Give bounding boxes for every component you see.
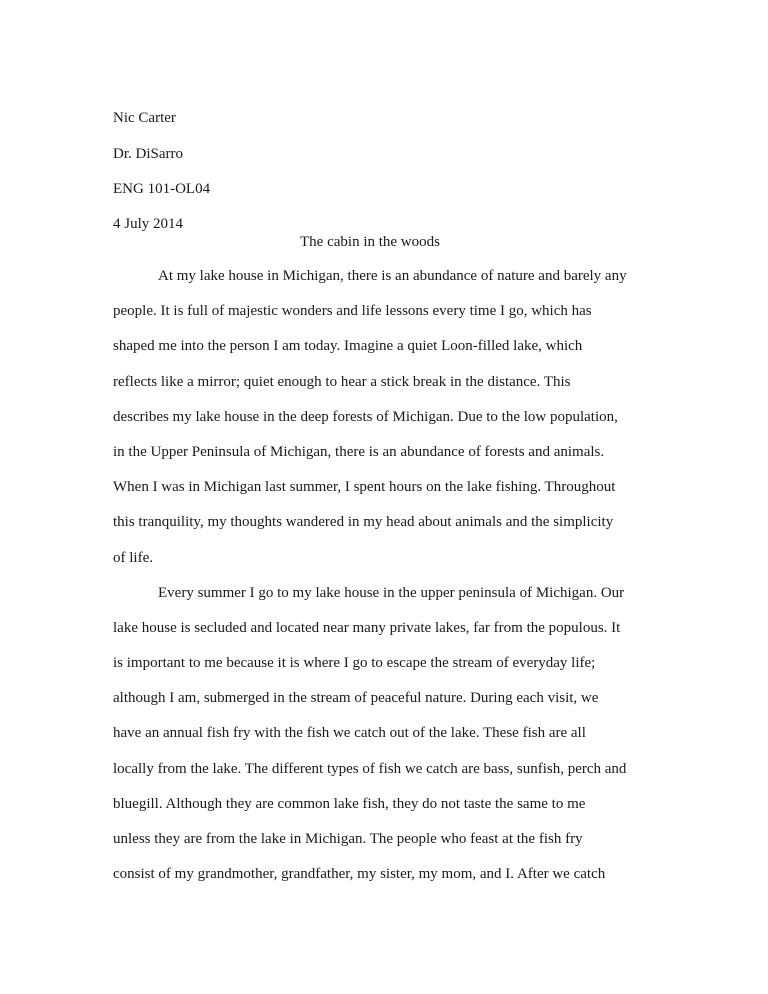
paragraph-line: have an annual fish fry with the fish we catch out of the lake. These fish are all xyxy=(113,725,586,742)
paragraph-1 xyxy=(113,266,658,583)
paragraph-line: unless they are from the lake in Michigan. The people who feast at the fish fry xyxy=(113,831,583,847)
paragraph-line: At my lake house in Michigan, there is an abundance of nature and barely any xyxy=(158,268,627,284)
paragraph-line: in the Upper Peninsula of Michigan, there is an abundance of forests and animals. xyxy=(113,443,605,460)
paragraph-line: people. It is full of majestic wonders and life lessons every time I go, which has xyxy=(113,303,592,320)
paragraph-line: describes my lake house in the deep forests of Michigan. Due to the low population, xyxy=(113,408,618,425)
course-code: ENG 101-OL04 xyxy=(113,181,211,197)
paragraph-line: of life. xyxy=(113,549,153,566)
paragraph-line: lake house is secluded and located near many private lakes, far from the populous. It xyxy=(113,619,621,636)
paragraph-line: When I was in Michigan last summer, I spent hours on the lake fishing. Throughout xyxy=(113,479,616,496)
paragraph-line: Every summer I go to my lake house in the upper peninsula of Michigan. Our xyxy=(158,584,625,601)
paragraph-line: locally from the lake. The different types of fish we catch are bass, sunfish, perch and xyxy=(113,760,627,777)
paragraph-2 xyxy=(113,583,658,900)
student-name: Nic Carter xyxy=(113,110,176,126)
paragraph-line: reflects like a mirror; quiet enough to hear a stick break in the distance. This xyxy=(113,373,571,390)
essay-date: 4 July 2014 xyxy=(113,216,184,232)
paragraph-line: this tranquility, my thoughts wandered in my head about animals and the simplicity xyxy=(113,514,614,531)
essay-title: The cabin in the woods xyxy=(300,234,440,250)
essay-body xyxy=(113,266,658,899)
instructor-name: Dr. DiSarro xyxy=(113,146,183,162)
paragraph-line: bluegill. Although they are common lake fish, they do not taste the same to me xyxy=(113,795,586,812)
paragraph-line: although I am, submerged in the stream of peaceful nature. During each visit, we xyxy=(113,690,599,707)
paragraph-line: shaped me into the person I am today. Imagine a quiet Loon-filled lake, which xyxy=(113,338,583,355)
paragraph-line: is important to me because it is where I go to escape the stream of everyday life; xyxy=(113,655,596,672)
paragraph-line: consist of my grandmother, grandfather, my sister, my mom, and I. After we catch xyxy=(113,866,606,883)
